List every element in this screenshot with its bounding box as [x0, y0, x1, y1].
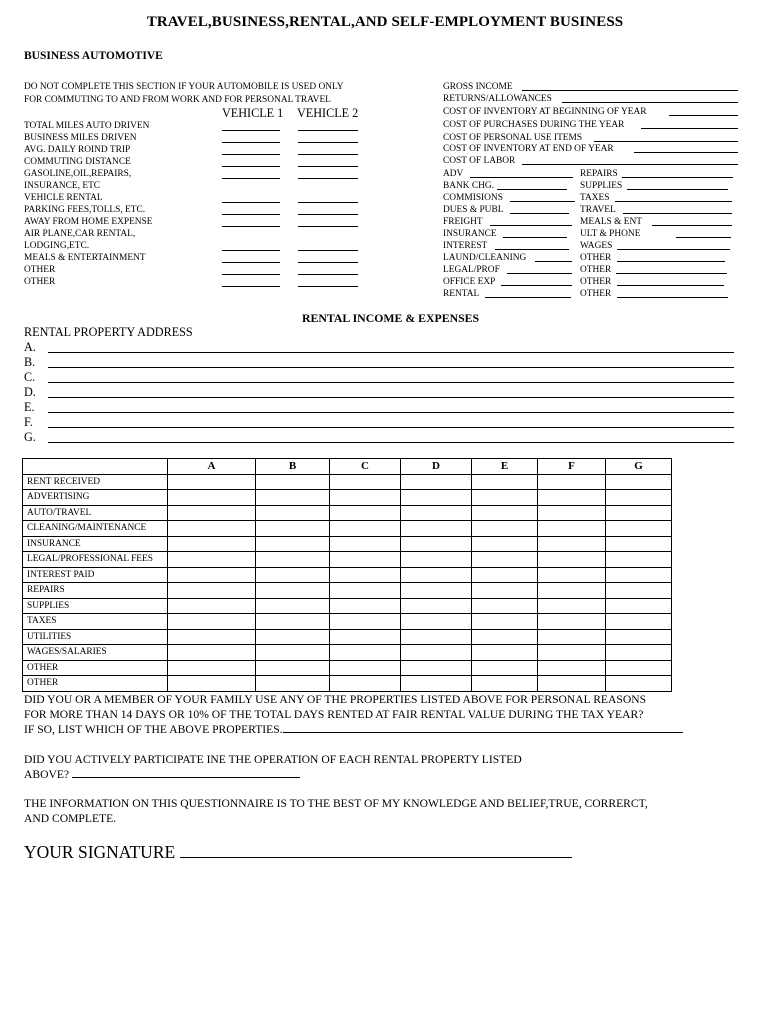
auto-note-line2: FOR COMMUTING TO AND FROM WORK AND FOR PERSONAL TRAVEL: [24, 95, 331, 105]
column-header-g: G: [606, 459, 672, 475]
rental-table: [22, 458, 672, 692]
table-cell[interactable]: [538, 552, 606, 568]
table-cell[interactable]: [472, 583, 538, 599]
table-cell[interactable]: [401, 505, 472, 521]
business-expense-field[interactable]: [676, 237, 731, 238]
table-cell[interactable]: [538, 536, 606, 552]
vehicle2-field[interactable]: [298, 250, 358, 251]
table-cell[interactable]: [256, 536, 330, 552]
column-header-e: E: [472, 459, 538, 475]
business-expense-label: WAGES: [580, 241, 613, 251]
table-cell[interactable]: [401, 536, 472, 552]
table-cell[interactable]: [606, 660, 672, 676]
table-cell[interactable]: [401, 521, 472, 537]
table-cell[interactable]: [256, 676, 330, 692]
business-expense-label: FREIGHT: [443, 217, 483, 227]
table-cell[interactable]: [256, 490, 330, 506]
signature-label: YOUR SIGNATURE: [24, 842, 176, 862]
table-cell[interactable]: [606, 474, 672, 490]
business-expense-label: OTHER: [580, 253, 612, 263]
table-cell[interactable]: [606, 505, 672, 521]
address-letter: B.: [24, 355, 36, 369]
business-expense-label: OTHER: [580, 289, 612, 299]
question1-line3: [24, 722, 683, 737]
table-row: [23, 614, 672, 630]
auto-note-line1: DO NOT COMPLETE THIS SECTION IF YOUR AUTOMOBILE IS USED ONLY: [24, 82, 344, 92]
address-field[interactable]: [48, 367, 734, 368]
question1-line2: FOR MORE THAN 14 DAYS OR 10% OF THE TOTAL DAYS RENTED AT FAIR RENTAL VALUE DURING THE TAX YEAR?: [24, 708, 644, 721]
table-cell[interactable]: [538, 521, 606, 537]
auto-row-label: LODGING,ETC.: [24, 241, 90, 251]
vehicle1-field[interactable]: [222, 274, 280, 275]
business-expense-label: OFFICE EXP: [443, 277, 496, 287]
table-cell[interactable]: [330, 490, 401, 506]
table-cell[interactable]: [401, 567, 472, 583]
address-field[interactable]: [48, 412, 734, 413]
business-expense-field[interactable]: [623, 213, 732, 214]
address-field[interactable]: [48, 442, 734, 443]
business-expense-field[interactable]: [490, 225, 572, 226]
vehicle2-field[interactable]: [298, 154, 358, 155]
table-cell[interactable]: [538, 598, 606, 614]
table-cell[interactable]: [330, 536, 401, 552]
row-label: CLEANING/MAINTENANCE: [23, 521, 168, 537]
business-expense-field[interactable]: [485, 297, 571, 298]
vehicle2-field[interactable]: [298, 130, 358, 131]
business-line-label: GROSS INCOME: [443, 82, 513, 92]
table-cell[interactable]: [256, 474, 330, 490]
table-cell[interactable]: [401, 629, 472, 645]
table-cell[interactable]: [401, 552, 472, 568]
table-cell[interactable]: [401, 474, 472, 490]
auto-row-label: TOTAL MILES AUTO DRIVEN: [24, 121, 150, 131]
row-label: INSURANCE: [23, 536, 168, 552]
personal-use-properties-field[interactable]: [283, 723, 683, 733]
vehicle1-field[interactable]: [222, 226, 280, 227]
business-line-label: COST OF PERSONAL USE ITEMS: [443, 133, 583, 143]
business-line-label: COST OF PURCHASES DURING THE YEAR: [443, 120, 625, 130]
table-cell[interactable]: [606, 645, 672, 661]
table-cell[interactable]: [472, 505, 538, 521]
table-cell[interactable]: [330, 567, 401, 583]
row-label: RENT RECEIVED: [23, 474, 168, 490]
page-title: TRAVEL,BUSINESS,RENTAL,AND SELF-EMPLOYMENT BUSINESS: [146, 14, 624, 30]
business-line-field[interactable]: [634, 152, 738, 153]
table-cell[interactable]: [330, 552, 401, 568]
table-cell[interactable]: [256, 583, 330, 599]
business-expense-field[interactable]: [627, 189, 728, 190]
business-expense-field[interactable]: [617, 261, 725, 262]
table-cell[interactable]: [330, 521, 401, 537]
table-cell[interactable]: [330, 629, 401, 645]
business-line-label: COST OF INVENTORY AT BEGINNING OF YEAR: [443, 107, 647, 117]
table-cell[interactable]: [538, 567, 606, 583]
auto-row-label: PARKING FEES,TOLLS, ETC.: [24, 205, 146, 215]
table-cell[interactable]: [538, 490, 606, 506]
active-participation-field[interactable]: [72, 768, 300, 778]
address-field[interactable]: [48, 382, 734, 383]
auto-row-label: OTHER: [24, 265, 56, 275]
table-cell[interactable]: [256, 629, 330, 645]
question2-line2-text: ABOVE?: [24, 768, 70, 781]
table-cell[interactable]: [330, 505, 401, 521]
row-label: ADVERTISING: [23, 490, 168, 506]
vehicle2-field[interactable]: [298, 214, 358, 215]
table-row: [23, 474, 672, 490]
column-header-d: D: [401, 459, 472, 475]
row-label: LEGAL/PROFESSIONAL FEES: [23, 552, 168, 568]
business-expense-field[interactable]: [617, 297, 728, 298]
business-line-label: COST OF LABOR: [443, 156, 516, 166]
vehicle1-field[interactable]: [222, 178, 280, 179]
row-label: OTHER: [23, 676, 168, 692]
vehicle2-field[interactable]: [298, 178, 358, 179]
table-cell[interactable]: [168, 676, 256, 692]
table-cell[interactable]: [168, 505, 256, 521]
table-cell[interactable]: [330, 474, 401, 490]
table-cell[interactable]: [606, 583, 672, 599]
vehicle2-field[interactable]: [298, 142, 358, 143]
table-cell[interactable]: [330, 583, 401, 599]
table-row: [23, 567, 672, 583]
business-expense-field[interactable]: [617, 285, 724, 286]
table-row: [23, 645, 672, 661]
auto-row-label: INSURANCE, ETC: [24, 181, 101, 191]
rental-address-label: RENTAL PROPERTY ADDRESS: [24, 325, 193, 339]
business-expense-field[interactable]: [652, 225, 732, 226]
business-expense-label: RENTAL: [443, 289, 480, 299]
row-label: AUTO/TRAVEL: [23, 505, 168, 521]
table-cell[interactable]: [401, 645, 472, 661]
table-cell[interactable]: [256, 598, 330, 614]
auto-row-label: GASOLINE,OIL,REPAIRS,: [24, 169, 132, 179]
table-cell[interactable]: [472, 552, 538, 568]
row-label: WAGES/SALARIES: [23, 645, 168, 661]
business-expense-label: REPAIRS: [580, 169, 618, 179]
table-cell[interactable]: [472, 474, 538, 490]
business-expense-label: LEGAL/PROF: [443, 265, 500, 275]
business-expense-label: TAXES: [580, 193, 610, 203]
column-header-a: A: [168, 459, 256, 475]
table-row: [23, 552, 672, 568]
table-cell[interactable]: [472, 614, 538, 630]
address-letter: A.: [24, 340, 36, 354]
auto-row-label: OTHER: [24, 277, 56, 287]
table-cell[interactable]: [401, 660, 472, 676]
business-expense-label: LAUND/CLEANING: [443, 253, 527, 263]
business-expense-field[interactable]: [503, 237, 567, 238]
business-line-label: RETURNS/ALLOWANCES: [443, 94, 552, 104]
table-cell[interactable]: [256, 505, 330, 521]
business-expense-field[interactable]: [617, 249, 730, 250]
auto-row-label: BUSINESS MILES DRIVEN: [24, 133, 137, 143]
business-expense-field[interactable]: [495, 249, 569, 250]
table-corner-cell: [23, 459, 168, 475]
table-cell[interactable]: [538, 629, 606, 645]
table-cell[interactable]: [472, 629, 538, 645]
table-cell[interactable]: [256, 645, 330, 661]
business-line-field[interactable]: [594, 141, 738, 142]
business-line-field[interactable]: [641, 128, 738, 129]
auto-row-label: MEALS & ENTERTAINMENT: [24, 253, 146, 263]
table-cell[interactable]: [538, 660, 606, 676]
vehicle2-field[interactable]: [298, 262, 358, 263]
address-field[interactable]: [48, 427, 734, 428]
vehicle1-field[interactable]: [222, 142, 280, 143]
business-expense-field[interactable]: [622, 177, 733, 178]
table-cell[interactable]: [606, 490, 672, 506]
table-cell[interactable]: [168, 645, 256, 661]
table-cell[interactable]: [472, 660, 538, 676]
table-cell[interactable]: [256, 614, 330, 630]
table-cell[interactable]: [606, 567, 672, 583]
business-expense-field[interactable]: [615, 201, 732, 202]
vehicle1-field[interactable]: [222, 262, 280, 263]
address-letter: F.: [24, 415, 33, 429]
table-row: [23, 536, 672, 552]
business-expense-label: ULT & PHONE: [580, 229, 641, 239]
table-cell[interactable]: [538, 676, 606, 692]
question1-line3-text: IF SO, LIST WHICH OF THE ABOVE PROPERTIES.: [24, 723, 283, 736]
address-field[interactable]: [48, 397, 734, 398]
vehicle1-field[interactable]: [222, 250, 280, 251]
table-cell[interactable]: [538, 474, 606, 490]
table-cell[interactable]: [168, 583, 256, 599]
table-cell[interactable]: [330, 676, 401, 692]
business-line-field[interactable]: [522, 164, 738, 165]
signature-field[interactable]: [180, 842, 572, 858]
business-expense-field[interactable]: [470, 177, 573, 178]
column-header-c: C: [330, 459, 401, 475]
question2-line2: [24, 767, 300, 782]
table-cell[interactable]: [606, 614, 672, 630]
table-cell[interactable]: [401, 583, 472, 599]
table-cell[interactable]: [538, 583, 606, 599]
row-label: UTILITIES: [23, 629, 168, 645]
business-expense-field[interactable]: [501, 285, 572, 286]
business-expense-label: SUPPLIES: [580, 181, 623, 191]
table-row: [23, 629, 672, 645]
auto-row-label: AVG. DAILY ROIND TRIP: [24, 145, 131, 155]
business-expense-label: BANK CHG.: [443, 181, 495, 191]
business-expense-label: INTEREST: [443, 241, 488, 251]
business-line-label: COST OF INVENTORY AT END OF YEAR: [443, 144, 614, 154]
business-line-field[interactable]: [522, 90, 738, 91]
table-cell[interactable]: [168, 552, 256, 568]
business-expense-field[interactable]: [497, 189, 567, 190]
column-header-f: F: [538, 459, 606, 475]
table-cell[interactable]: [256, 521, 330, 537]
table-row: [23, 660, 672, 676]
table-cell[interactable]: [538, 505, 606, 521]
vehicle2-field[interactable]: [298, 166, 358, 167]
address-field[interactable]: [48, 352, 734, 353]
address-letter: E.: [24, 400, 35, 414]
table-row: [23, 598, 672, 614]
address-letter: C.: [24, 370, 36, 384]
table-cell[interactable]: [168, 521, 256, 537]
vehicle1-header: VEHICLE 1: [222, 106, 284, 120]
business-expense-label: TRAVEL: [580, 205, 616, 215]
vehicle1-field[interactable]: [222, 130, 280, 131]
business-expense-field[interactable]: [510, 213, 569, 214]
certification-line2: AND COMPLETE.: [24, 812, 117, 825]
vehicle1-field[interactable]: [222, 286, 280, 287]
business-line-field[interactable]: [669, 115, 738, 116]
table-cell[interactable]: [168, 629, 256, 645]
table-row: [23, 521, 672, 537]
table-row: [23, 505, 672, 521]
address-letter: D.: [24, 385, 36, 399]
auto-row-label: VEHICLE RENTAL: [24, 193, 103, 203]
vehicle1-field[interactable]: [222, 214, 280, 215]
rental-heading: RENTAL INCOME & EXPENSES: [302, 311, 480, 325]
business-expense-field[interactable]: [616, 273, 727, 274]
table-cell[interactable]: [168, 474, 256, 490]
table-cell[interactable]: [606, 552, 672, 568]
business-expense-label: DUES & PUBL: [443, 205, 504, 215]
signature-row: [24, 842, 572, 863]
table-cell[interactable]: [472, 567, 538, 583]
vehicle2-field[interactable]: [298, 274, 358, 275]
table-cell[interactable]: [256, 567, 330, 583]
table-cell[interactable]: [330, 660, 401, 676]
vehicle2-field[interactable]: [298, 286, 358, 287]
table-cell[interactable]: [168, 567, 256, 583]
table-row: [23, 676, 672, 692]
business-expense-label: INSURANCE: [443, 229, 497, 239]
table-cell[interactable]: [401, 614, 472, 630]
table-cell[interactable]: [472, 598, 538, 614]
table-cell[interactable]: [606, 598, 672, 614]
table-cell[interactable]: [606, 521, 672, 537]
table-cell[interactable]: [538, 645, 606, 661]
vehicle1-field[interactable]: [222, 202, 280, 203]
row-label: TAXES: [23, 614, 168, 630]
table-cell[interactable]: [606, 629, 672, 645]
table-cell[interactable]: [401, 490, 472, 506]
business-line-field[interactable]: [562, 102, 738, 103]
table-cell[interactable]: [168, 536, 256, 552]
auto-heading: BUSINESS AUTOMOTIVE: [24, 50, 163, 62]
table-cell[interactable]: [472, 645, 538, 661]
vehicle1-field[interactable]: [222, 166, 280, 167]
question1-line1: DID YOU OR A MEMBER OF YOUR FAMILY USE ANY OF THE PROPERTIES LISTED ABOVE FOR PERSONAL REASONS: [24, 693, 647, 706]
table-cell[interactable]: [330, 645, 401, 661]
table-cell[interactable]: [330, 614, 401, 630]
business-expense-field[interactable]: [507, 273, 572, 274]
table-cell[interactable]: [256, 552, 330, 568]
address-letter: G.: [24, 430, 36, 444]
table-cell[interactable]: [538, 614, 606, 630]
business-expense-label: COMMISIONS: [443, 193, 503, 203]
vehicle1-field[interactable]: [222, 154, 280, 155]
auto-row-label: COMMUTING DISTANCE: [24, 157, 131, 167]
business-expense-field[interactable]: [535, 261, 572, 262]
certification-line1: THE INFORMATION ON THIS QUESTIONNAIRE IS TO THE BEST OF MY KNOWLEDGE AND BELIEF,TRUE, CORRERCT,: [24, 797, 648, 810]
table-row: [23, 490, 672, 506]
business-expense-field[interactable]: [510, 201, 575, 202]
business-expense-label: ADV: [443, 169, 464, 179]
table-cell[interactable]: [472, 521, 538, 537]
table-cell[interactable]: [606, 536, 672, 552]
table-cell[interactable]: [472, 490, 538, 506]
table-cell[interactable]: [401, 676, 472, 692]
table-cell[interactable]: [472, 676, 538, 692]
row-label: REPAIRS: [23, 583, 168, 599]
business-expense-label: OTHER: [580, 265, 612, 275]
table-row: [23, 583, 672, 599]
auto-row-label: AWAY FROM HOME EXPENSE: [24, 217, 153, 227]
table-cell[interactable]: [472, 536, 538, 552]
table-cell[interactable]: [168, 614, 256, 630]
row-label: SUPPLIES: [23, 598, 168, 614]
table-cell[interactable]: [168, 598, 256, 614]
table-cell[interactable]: [330, 598, 401, 614]
vehicle2-field[interactable]: [298, 226, 358, 227]
business-expense-label: OTHER: [580, 277, 612, 287]
row-label: OTHER: [23, 660, 168, 676]
business-expense-label: MEALS & ENT: [580, 217, 642, 227]
table-cell[interactable]: [168, 660, 256, 676]
vehicle2-field[interactable]: [298, 202, 358, 203]
row-label: INTEREST PAID: [23, 567, 168, 583]
question2-line1: DID YOU ACTIVELY PARTICIPATE INE THE OPERATION OF EACH RENTAL PROPERTY LISTED: [24, 753, 522, 766]
table-cell[interactable]: [256, 660, 330, 676]
auto-row-label: AIR PLANE,CAR RENTAL,: [24, 229, 136, 239]
table-cell[interactable]: [606, 676, 672, 692]
table-cell[interactable]: [401, 598, 472, 614]
column-header-b: B: [256, 459, 330, 475]
table-cell[interactable]: [168, 490, 256, 506]
vehicle2-header: VEHICLE 2: [297, 106, 359, 120]
